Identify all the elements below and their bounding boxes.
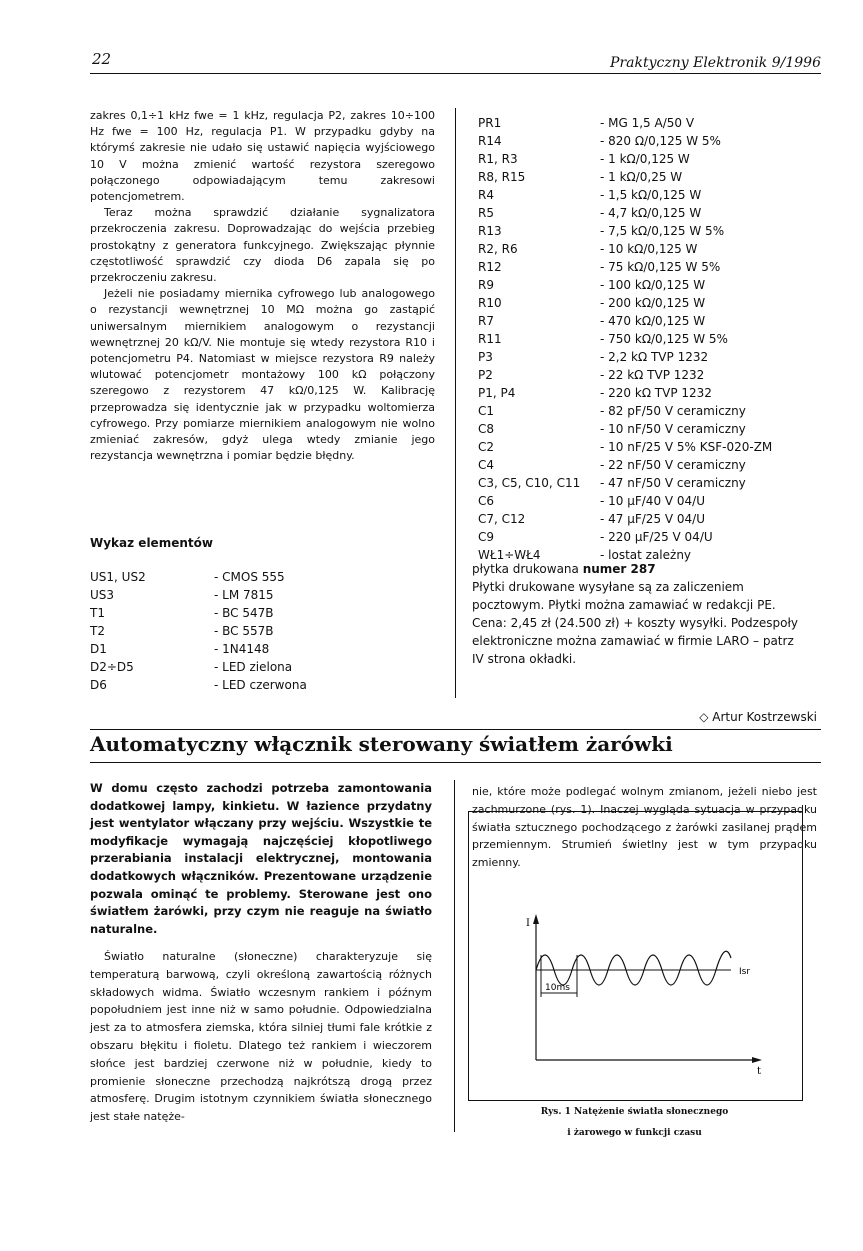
- publication-title: Praktyczny Elektronik 9/1996: [610, 55, 821, 71]
- ordering-note: Płytki drukowane wysyłane są za zaliczeniem pocztowym. Płytki można zamawiać w redakcji PE. Cena: 2,45 zł (24.500 zł) + koszty wysyłki. Podzespoły elektroniczne można zamawiać w firmie LARO – patrz IV strona okładki.: [472, 580, 798, 666]
- list-item: US3 - LM 7815: [90, 588, 274, 602]
- paragraph: zakres 0,1÷1 kHz fwe = 1 kHz, regulacja P2, zakres 10÷100 Hz fwe = 100 Hz, regulacja P1. W przypadku gdyby na którymś zakresie nie udało się ustawić napięcia wyjściowego 10 V można zmienić wartość rezystora szeregowo połączonego odpowiadającym temu zakresowi potencjometrem.: [90, 109, 435, 204]
- list-item: D6 - LED czerwona: [90, 678, 307, 692]
- page-number: 22: [92, 50, 112, 68]
- list-item: P1, P4 - 220 kΩ TVP 1232: [478, 386, 712, 400]
- list-item: R1, R3 - 1 kΩ/0,125 W: [478, 152, 690, 166]
- title-rule: [90, 762, 821, 763]
- article-title: Automatyczny włącznik sterowany światłem żarówki: [90, 732, 673, 756]
- column-divider: [455, 108, 456, 698]
- parts-list-left: [90, 570, 430, 700]
- author-signature: ◇ Artur Kostrzewski: [699, 710, 817, 724]
- mean-label: Isr: [739, 967, 751, 977]
- list-item: R12 - 75 kΩ/0,125 W 5%: [478, 260, 721, 274]
- list-item: PR1 - MG 1,5 A/50 V: [478, 116, 695, 130]
- list-item: R2, R6 - 10 kΩ/0,125 W: [478, 242, 698, 256]
- list-item: C2 - 10 nF/25 V 5% KSF-020-ZM: [478, 440, 773, 454]
- list-item: R8, R15 - 1 kΩ/0,25 W: [478, 170, 683, 184]
- pcb-number: numer 287: [582, 562, 656, 576]
- list-item: P2 - 22 kΩ TVP 1232: [478, 368, 705, 382]
- y-axis-arrow: [533, 914, 539, 924]
- article1-left-column: [90, 108, 435, 464]
- list-item: R11 - 750 kΩ/0,125 W 5%: [478, 332, 728, 346]
- sine-wave: [536, 951, 731, 985]
- list-item: R9 - 100 kΩ/0,125 W: [478, 278, 706, 292]
- paragraph: Teraz można sprawdzić działanie sygnalizatora przekroczenia zakresu. Doprowadzając do wejścia przebieg prostokątny z generatora funkcyjnego. Zwiększając płynnie częstotliwość sprawdzić czy dioda D6 zapala się po przekroczeniu zakresu.: [90, 206, 435, 285]
- parts-list-right: [478, 116, 818, 566]
- parts-list-heading: Wykaz elementów: [90, 536, 213, 550]
- list-item: US1, US2 - CMOS 555: [90, 570, 285, 584]
- list-item: C3, C5, C10, C11 - 47 nF/50 V ceramiczny: [478, 476, 746, 490]
- list-item: R7 - 470 kΩ/0,125 W: [478, 314, 706, 328]
- header-rule: [90, 73, 821, 74]
- figure-frame: [468, 811, 803, 1101]
- x-axis-label: t: [757, 1066, 762, 1077]
- list-item: R5 - 4,7 kΩ/0,125 W: [478, 206, 702, 220]
- list-item: R10 - 200 kΩ/0,125 W: [478, 296, 706, 310]
- list-item: C8 - 10 nF/50 V ceramiczny: [478, 422, 746, 436]
- paragraph: Jeżeli nie posiadamy miernika cyfrowego lub analogowego o rezystancji wewnętrznej 10 MΩ można go zastąpić uniwersalnym miernikiem analogowym o rezystancji wewnętrznej 20 kΩ/V. Nie montuje się wtedy rezystora R10 i potencjometru P4. Natomiast w miejsce rezystora R9 należy wlutować potencjometr montażowy 100 kΩ połączony szeregowo z rezystorem 47 kΩ/0,125 W. Kalibrację przeprowadza się identycznie jak w przypadku woltomierza cyfrowego. Przy pomiarze miernikiem analogowym nie wolno zmieniać zakresów, gdyż ulega wtedy zmianie jego rezystancja wewnętrzna i pomiar będzie błędny.: [90, 287, 435, 463]
- list-item: D2÷D5 - LED zielona: [90, 660, 293, 674]
- pcb-line: [472, 560, 817, 578]
- list-item: C9 - 220 µF/25 V 04/U: [478, 530, 713, 544]
- pcb-label: płytka drukowana: [472, 562, 583, 576]
- list-item: R13 - 7,5 kΩ/0,125 W 5%: [478, 224, 725, 238]
- article2-left-column: [90, 948, 432, 1126]
- caption-line-1: Rys. 1 Natężenie światła słonecznego: [540, 1107, 729, 1117]
- x-axis-arrow: [752, 1057, 762, 1063]
- list-item: C1 - 82 pF/50 V ceramiczny: [478, 404, 746, 418]
- column-divider: [454, 780, 455, 1132]
- list-item: R4 - 1,5 kΩ/0,125 W: [478, 188, 702, 202]
- figure-caption: [468, 1102, 801, 1144]
- caption-line-2: i żarowego w funkcji czasu: [567, 1128, 702, 1138]
- paragraph: nie, które może podlegać wolnym zmianom, jeżeli niebo jest zachmurzone (rys. 1). Inaczej wygląda sytuacja w przypadku światła sztucznego pochodzącego z żarówki zasilanej prądem przemiennym. Strumień świetlny jest w tym przypadku zmienny.: [472, 785, 817, 870]
- list-item: T2 - BC 557B: [90, 624, 274, 638]
- list-item: C4 - 22 nF/50 V ceramiczny: [478, 458, 746, 472]
- list-item: T1 - BC 547B: [90, 606, 274, 620]
- paragraph: Światło naturalne (słoneczne) charakteryzuje się temperaturą barwową, czyli określoną zawartością różnych składowych widma. Światło wczesnym rankiem i późnym popołudniem jest inne niż w samo południe. Odpowiedzialna jest za to atmosfera ziemska, która silniej tłumi fale krótkie z obszaru błękitu i fioletu. Dlatego też rankiem i wieczorem słońce jest bardziej czerwone niż w południe, kiedy to promienie słoneczne przechodzą najkrótszą drogą przez atmosferę. Drugim istotnym czynnikiem światła słonecznego jest stałe natęże-: [90, 950, 432, 1124]
- article-lead: W domu często zachodzi potrzeba zamontowania dodatkowej lampy, kinkietu. W łazience przydatny jest wentylator włączany przy wejściu. Wszystkie te modyfikacje wymagają najczęściej kłopotliwego przerabiania instalacji elektrycznej, montowania dodatkowych włączników. Prezentowane urządzenie pozwala ominąć te problemy. Sterowane jest ono światłem żarówki, przy czym nie reaguje na światło naturalne.: [90, 781, 432, 936]
- figure-1: [469, 812, 802, 1100]
- list-item: R14 - 820 Ω/0,125 W 5%: [478, 134, 721, 148]
- section-rule: [90, 729, 821, 730]
- period-label: 10ms: [545, 983, 570, 993]
- list-item: P3 - 2,2 kΩ TVP 1232: [478, 350, 709, 364]
- y-axis-label: I: [526, 918, 530, 929]
- list-item: C6 - 10 µF/40 V 04/U: [478, 494, 706, 508]
- list-item: D1 - 1N4148: [90, 642, 270, 656]
- list-item: C7, C12 - 47 µF/25 V 04/U: [478, 512, 706, 526]
- list-item: WŁ1÷WŁ4 - lostat zależny: [478, 548, 692, 562]
